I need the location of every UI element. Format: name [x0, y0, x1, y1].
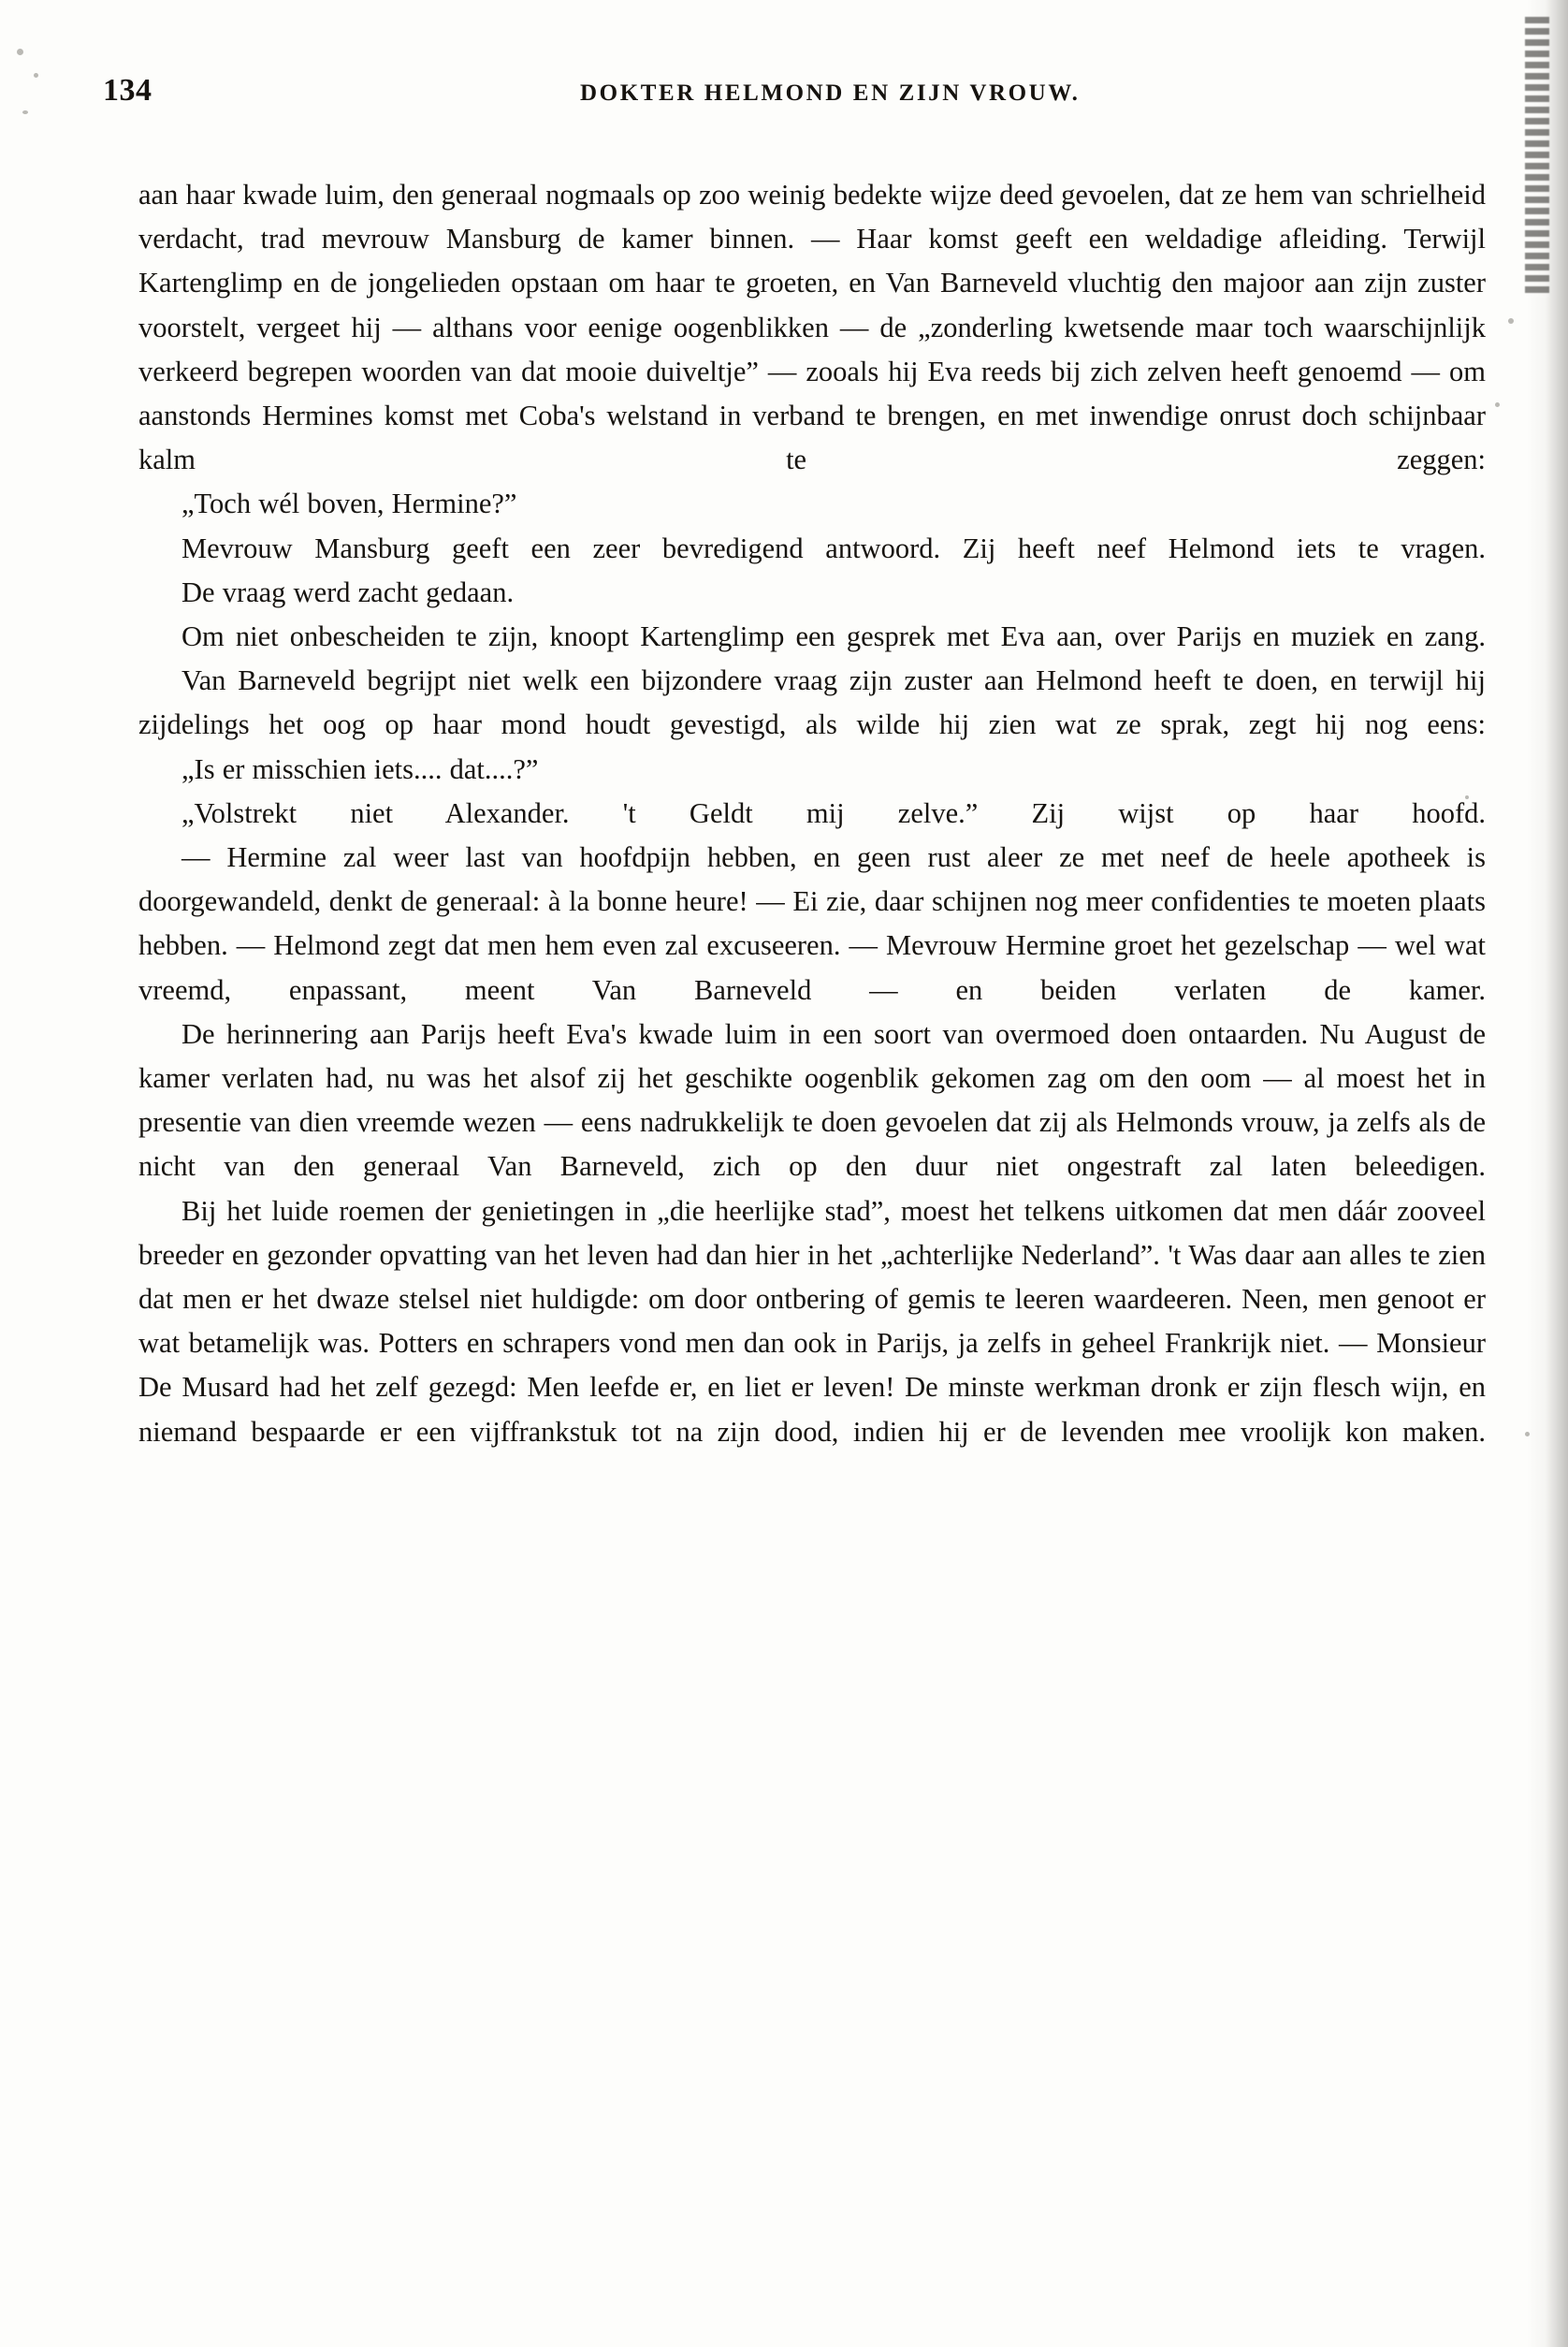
running-head: DOKTER HELMOND EN ZIJN VROUW. [580, 80, 1081, 106]
paragraph: „Toch wél boven, Hermine?” [181, 488, 517, 520]
paragraph: „Volstrekt niet Alexander. 't Geldt mij zelve.” Zij wijst op haar hoofd. [181, 796, 1486, 829]
paragraph: — Hermine zal weer last van hoofdpijn hebben, en geen rust aleer ze met neef de heele apotheek is doorgewandeld, denkt de generaal: à la bonne heure! — Ei zie, daar schijnen nog meer confidenties te moeten plaats hebben. — Helmond zegt dat men hem even zal excuseeren. — Mevrouw Hermine groet het gezelschap — wel wat vreemd, enpassant, meent Van Barneveld — en beiden verlaten de kamer. [138, 841, 1486, 1006]
paragraph: aan haar kwade luim, den generaal nogmaals op zoo weinig bedekte wijze deed gevoelen, dat ze hem van schrielheid verdacht, trad mevrouw Mansburg de kamer binnen. — Haar komst geeft een weldadige afleiding. Terwijl Kartenglimp en de jongelieden opstaan om haar te groeten, en Van Barneveld vluchtig den majoor aan zijn zuster voorstelt, vergeet hij — althans voor eenige oogenblikken — de „zonderling kwetsende maar toch waarschijnlijk verkeerd begrepen woorden van dat mooie duiveltje” — zooals hij Eva reeds bij zich zelven heeft genoemd — om aanstonds Hermines komst met Coba's welstand in verband te brengen, en met inwendige onrust doch schijnbaar kalm te zeggen: [138, 179, 1486, 476]
paragraph: De vraag werd zacht gedaan. [181, 576, 515, 608]
body-text [138, 173, 1486, 1454]
paragraph: Bij het luide roemen der genietingen in „die heerlijke stad”, moest het telkens uitkomen dat men dáár zooveel breeder en gezonder opvatting van het leven had dan hier in het „achterlijke Nederland”. 't Was daar aan alles te zien dat men er het dwaze stelsel niet huldigde: om door ontbering of gemis te leeren waardeeren. Neen, men genoot er wat betamelijk was. Potters en schrapers vond men dan ook in Parijs, ja zelfs in geheel Frankrijk niet. — Monsieur De Musard had het zelf gezegd: Men leefde er, en liet er leven! De minste werkman dronk er zijn flesch wijn, en niemand bespaarde er een vijffrankstuk tot na zijn dood, indien hij er de levenden mee vroolijk kon maken. [138, 1194, 1486, 1448]
page-number: 134 [103, 73, 152, 108]
paragraph: Om niet onbescheiden te zijn, knoopt Kartenglimp een gesprek met Eva aan, over Parijs en muziek en zang. [181, 620, 1486, 653]
paragraph: „Is er misschien iets.... dat....?” [181, 752, 539, 785]
paragraph: Van Barneveld begrijpt niet welk een bijzondere vraag zijn zuster aan Helmond heeft te doen, en terwijl hij zijdelings het oog op haar mond houdt gevestigd, als wilde hij zien wat ze sprak, zegt hij nog eens: [138, 664, 1486, 741]
paragraph: De herinnering aan Parijs heeft Eva's kwade luim in een soort van overmoed doen ontaarden. Nu August de kamer verlaten had, nu was het alsof zij het geschikte oogenblik gekomen zag om den oom — al moest het in presentie van dien vreemde wezen — eens nadrukkelijk te doen gevoelen dat zij als Helmonds vrouw, ja zelfs als de nicht van den generaal Van Barneveld, zich op den duur niet ongestraft zal laten beleedigen. [138, 1017, 1486, 1183]
page-header [103, 73, 1441, 109]
paragraph: Mevrouw Mansburg geeft een zeer bevredigend antwoord. Zij heeft neef Helmond iets te vragen. [181, 532, 1486, 564]
